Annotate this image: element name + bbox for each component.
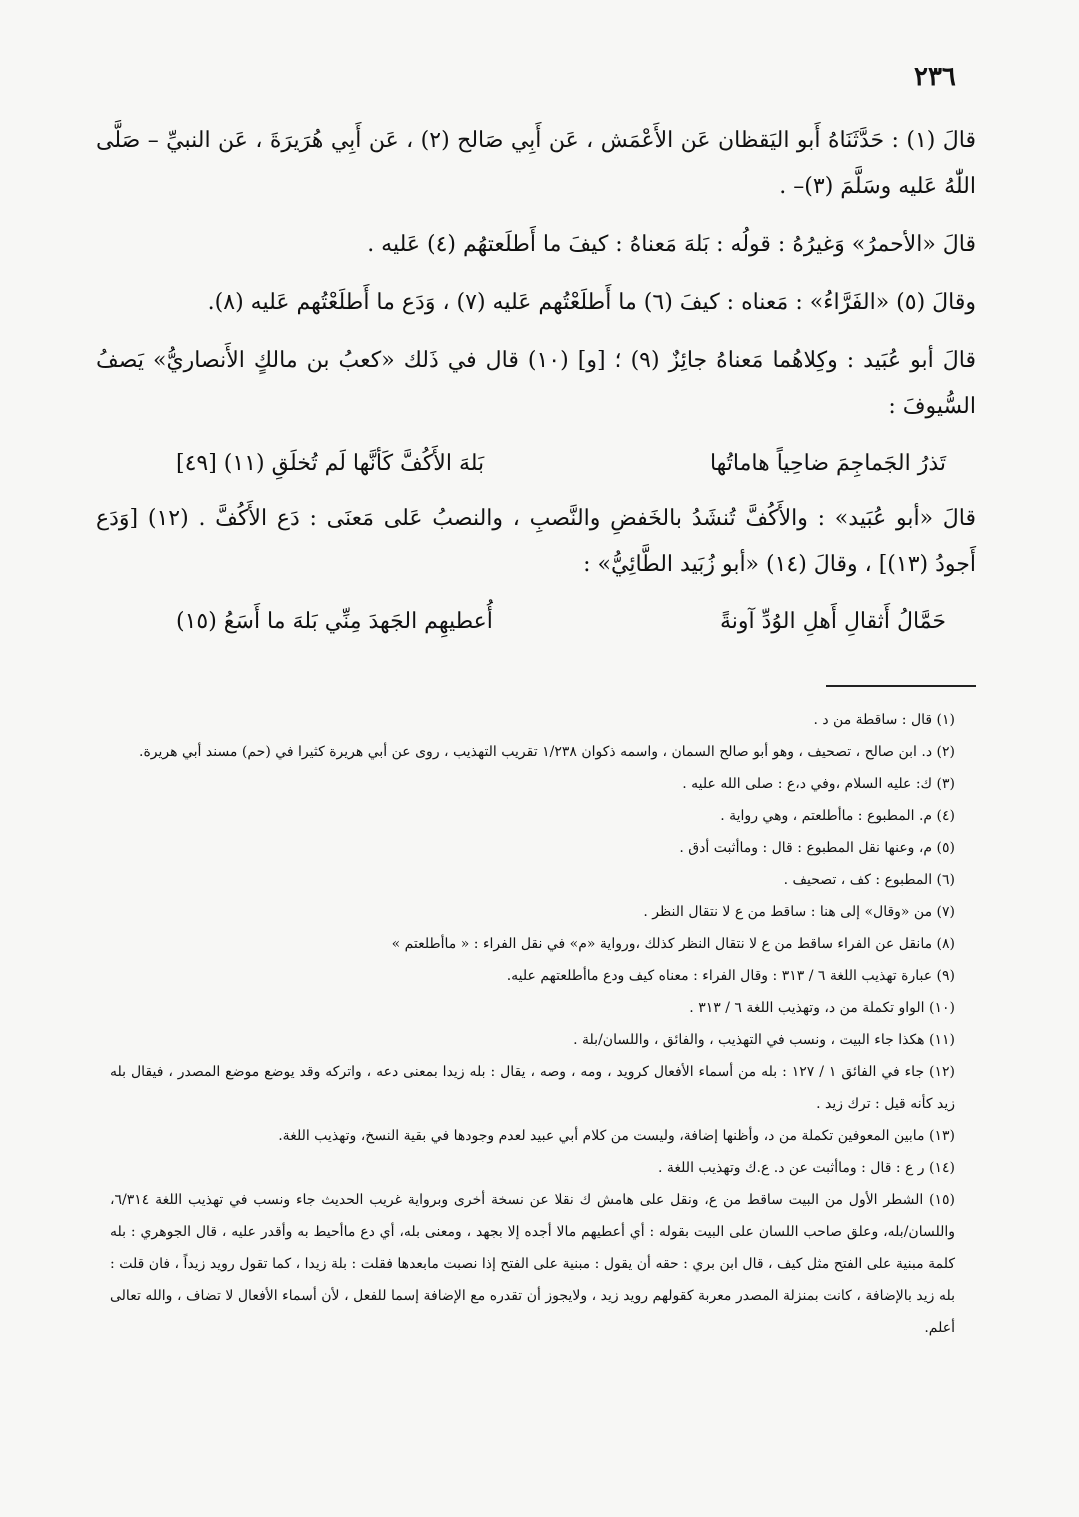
footnote: (١١) هكذا جاء البيت ، ونسب في التهذيب ، والفائق ، واللسان/بلة .: [573, 1032, 955, 1048]
verse-2: [96, 600, 976, 644]
paragraph-5: قالَ «أبو عُبَيد» : والأَكُفَّ تُنشَدُ بالخَفضِ والنَّصبِ ، والنصبُ عَلى مَعنَى : دَع الأَكُفَّ . (١٢) [وَدَع أَجودُ (١٣)] ، وقالَ (١٤) «أبو زُبَيد الطَّائِيُّ» :: [96, 506, 976, 577]
verse-1-second-hemistich: بَلهَ الأَكُفَّ كَأنَّها لَم تُخلَقِ (١١) [٤٩]: [176, 451, 485, 476]
verse-1: [96, 442, 976, 486]
main-text: [96, 118, 976, 654]
footnote: (٣) ك: عليه السلام ،وفي د،ع : صلى الله عليه .: [682, 776, 955, 792]
footnotes: [110, 704, 955, 1344]
paragraph-3: وقالَ (٥) «الفَرَّاءُ» : مَعناه : كيفَ (٦) ما أَطلَعْتُهم عَليه (٧) ، وَدَع ما أَطلَعْتُهم عَليه (٨).: [207, 290, 976, 315]
footnote: (٨) مانقل عن الفراء ساقط من ع لا نتقال النظر كذلك ،ورواية «م» في نقل الفراء : « ماأطلعتم »: [391, 936, 955, 952]
footnote: (٦) المطبوع : كف ، تصحيف .: [783, 872, 955, 888]
footnote: (١٠) الواو تكملة من د، وتهذيب اللغة ٦ / ٣١٣ .: [689, 1000, 955, 1016]
paragraph-4: قالَ أبو عُبَيد : وكِلاهُما مَعناهُ جائِزٌ (٩) ؛ [و] (١٠) قال في ذَلك «كعبُ بن مالكٍ الأَنصاريُّ» يَصفُ السُّيوفَ :: [96, 348, 976, 419]
footnote: (٩) عبارة تهذيب اللغة ٦ / ٣١٣ : وقال الفراء : معناه كيف ودع ماأطلعتهم عليه.: [506, 968, 955, 984]
verse-2-second-hemistich: أُعطيهِم الجَهدَ مِنِّي بَلهَ ما أَسَعُ (١٥): [176, 609, 493, 634]
footnote: (١٥) الشطر الأول من البيت ساقط من ع، ونقل على هامش ك نقلا عن نسخة أخرى وبرواية غريب الحديث جاء ونسب في تهذيب اللغة ٦/٣١٤، واللسان/بله، وعلق صاحب اللسان على البيت بقوله : أي أعطيهم مالا أجده إلا بجهد ، ومعنى بله، أي دع ماأحيط به وأقدر عليه ، قال الجوهري : بله كلمة مبنية على الفتح مثل كيف ، قال ابن بري : حقه أن يقول : مبنية على الفتح إذا نصبت مابعدها فقلت : بلة زيدا ، كما تقول رويد زيداً ، فان قلت : بله زيد بالإضافة ، كانت بمنزلة المصدر معربة كقولهم رويد زيد ، ولايجوز أن تقدره مع الإضافة إسما للفعل ، لأن أسماء الأفعال لا تضاف ، والله تعالى أعلم.: [110, 1192, 955, 1336]
paragraph-1: قالَ (١) : حَدَّثَنَاهُ أَبو اليَقظان عَن الأَعْمَش ، عَن أَبِي صَالح (٢) ، عَن أَبِي هُرَيرَةَ ، عَن النبيِّ – صَلَّى اللّٰهُ عَليه وسَلَّمَ (٣)– .: [96, 128, 977, 199]
footnote: (٤) م. المطبوع : ماأطلعتم ، وهي رواية .: [720, 808, 955, 824]
footnote: (١٤) ر ع : قال : وماأثبت عن د. ع.ك وتهذيب اللغة .: [658, 1160, 955, 1176]
footnote: (١) قال : ساقطة من د .: [813, 712, 955, 728]
footnote-divider: [826, 685, 976, 687]
verse-1-first-hemistich: تَذرُ الجَماجِمَ ضاحِياً هاماتُها: [709, 451, 946, 476]
footnote: (٢) د. ابن صالح ، تصحيف ، وهو أبو صالح السمان ، واسمه ذكوان ١/٢٣٨ تقريب التهذيب ، روى عن أبي هريرة كثيرا في (حم) مسند أبي هريرة.: [139, 744, 955, 760]
verse-2-first-hemistich: حَمَّالُ أَثقالِ أَهلِ الوُدِّ آونةً: [719, 609, 946, 634]
footnote: (٧) من «وقال» إلى هنا : ساقط من ع لا نتقال النظر .: [643, 904, 955, 920]
paragraph-2: قالَ «الأحمرُ» وَغيرُهُ : قولُه : بَلهَ مَعناهُ : كيفَ ما أَطلَعتهُم (٤) عَليه .: [367, 232, 976, 257]
footnote: (١٣) مابين المعوفين تكملة من د، وأظنها إضافة، وليست من كلام أبي عبيد لعدم وجودها في بقية النسخ، وتهذيب اللغة.: [278, 1128, 955, 1144]
footnote: (٥) م، وعنها نقل المطبوع : قال : وماأثبت أدق .: [679, 840, 955, 856]
page-number: ٢٣٦: [914, 62, 956, 92]
footnote: (١٢) جاء في الفائق ١ / ١٢٧ : بله من أسماء الأفعال كرويد ، ومه ، وصه ، يقال : بله زيدا بمعنى دعه ، واتركه وقد يوضع موضع المصدر ، فيقال بله زيد كأنه قيل : ترك زيد .: [110, 1064, 956, 1112]
